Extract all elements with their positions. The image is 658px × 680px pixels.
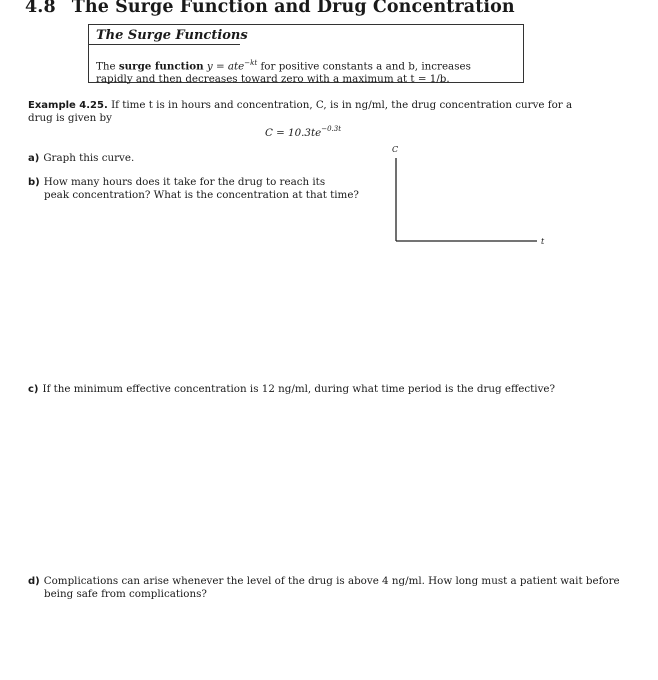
definition-equation: y = ate: [206, 60, 245, 73]
definition-box: [88, 24, 524, 86]
definition-box-text: [96, 57, 520, 86]
part-a-label: a): [28, 153, 40, 164]
definition-exponent: −kt: [244, 59, 258, 67]
part-b-line1: How many hours does it take for the drug to reach its: [43, 176, 326, 188]
part-b-line2: peak concentration? What is the concentration at that time?: [44, 189, 359, 201]
definition-line1-suffix: for positive constants a and b, increases: [260, 60, 471, 73]
x-axis-label: t: [541, 237, 545, 246]
part-d-line1: Complications can arise whenever the level of the drug is above 4 ng/ml. How long must a patient wait before: [43, 575, 620, 587]
part-c-text: If the minimum effective concentration is 12 ng/ml, during what time period is the drug effective?: [42, 383, 556, 395]
section-title: The Surge Function and Drug Concentration: [71, 0, 515, 17]
example-text: If time t is in hours and concentration, C, is in ng/ml, the drug concentration curve for a drug is given by: [28, 99, 573, 124]
part-d-line2: being safe from complications?: [44, 588, 207, 600]
definition-box-title-rule: [89, 44, 240, 45]
formula-base: C = 10.3te: [265, 127, 322, 139]
part-a: [28, 152, 134, 165]
example-formula: [265, 127, 341, 139]
definition-term: surge function: [118, 60, 204, 73]
definition-box-title: The Surge Functions: [96, 28, 248, 43]
formula-exponent: −0.3t: [321, 125, 342, 133]
blank-graph-axes: [385, 142, 555, 252]
part-d-label: d): [28, 576, 40, 587]
part-c-label: c): [28, 384, 39, 395]
y-axis-label: C: [392, 145, 399, 154]
example-intro: [28, 99, 598, 125]
part-b-label: b): [28, 177, 40, 188]
example-label: Example 4.25.: [28, 100, 108, 111]
part-d: [28, 575, 628, 601]
definition-line1-prefix: The: [96, 60, 116, 73]
part-c: [28, 383, 628, 396]
definition-line2: rapidly and then decreases toward zero with a maximum at t = 1/b.: [96, 73, 450, 86]
part-a-text: Graph this curve.: [43, 152, 135, 164]
section-number: 4.8: [25, 0, 56, 17]
section-heading: [25, 0, 515, 17]
part-b: [28, 176, 368, 202]
